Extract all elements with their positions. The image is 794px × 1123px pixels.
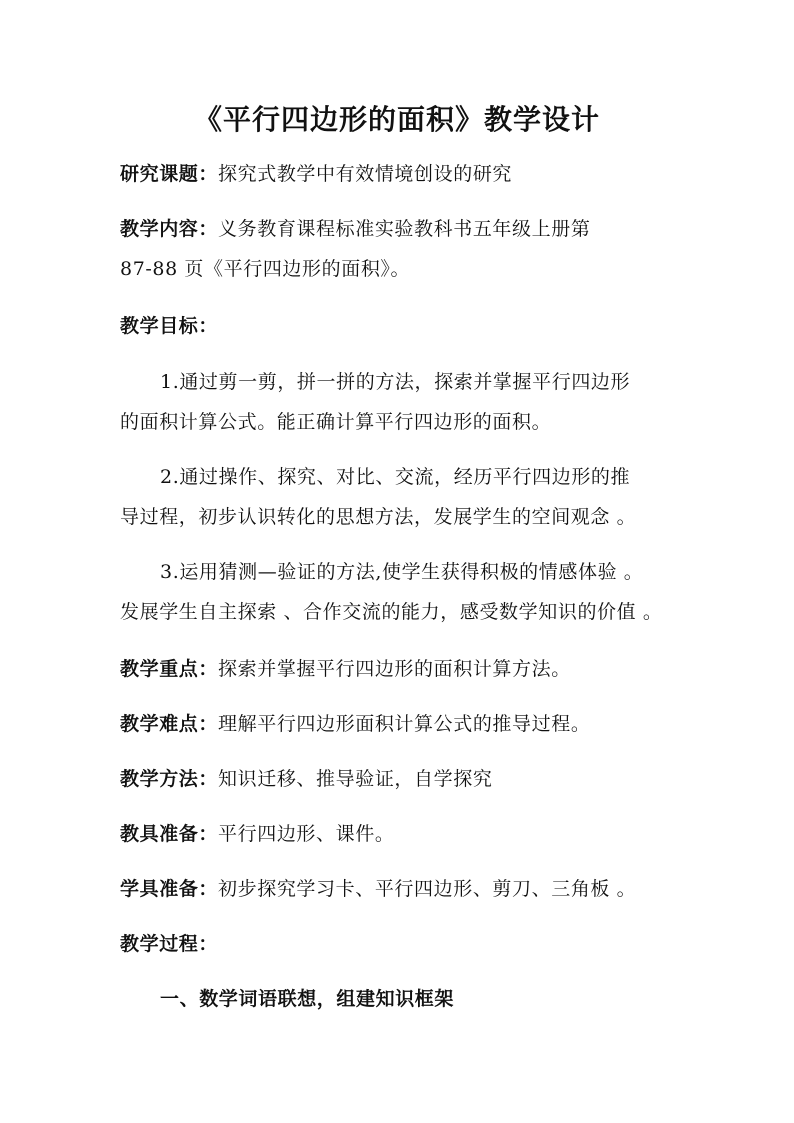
difficulty-value: 理解平行四边形面积计算公式的推导过程。	[218, 713, 591, 735]
content-line-1	[120, 215, 680, 243]
research-topic-value: 探究式教学中有效情境创设的研究	[218, 163, 513, 185]
teacher-tools-label: 教具准备：	[120, 823, 219, 845]
method-value: 知识迁移、推导验证，自学探究	[218, 768, 493, 790]
goal-1-line-2: 的面积计算公式。能正确计算平行四边形的面积。	[120, 411, 552, 433]
process-label: 教学过程：	[120, 933, 219, 955]
goals-label: 教学目标：	[120, 315, 219, 337]
difficulty-label: 教学难点：	[120, 713, 219, 735]
student-tools-label: 学具准备：	[120, 878, 219, 900]
teacher-tools-value: 平行四边形、课件。	[218, 823, 395, 845]
research-topic-label: 研究课题：	[120, 163, 219, 185]
goal-2-line-2: 导过程，初步认识转化的思想方法，发展学生的空间观念 。	[120, 506, 637, 528]
key-point-line	[120, 655, 680, 683]
difficulty-line	[120, 710, 680, 738]
goal-2-line-1: 2.通过操作、探究、对比、交流，经历平行四边形的推	[160, 466, 631, 488]
content-line-2: 87-88 页《平行四边形的面积》。	[120, 258, 411, 280]
method-label: 教学方法：	[120, 768, 219, 790]
document-title: 《平行四边形的面积》教学设计	[193, 103, 600, 136]
goal-3-line-2: 发展学生自主探索 、合作交流的能力，感受数学知识的价值 。	[120, 601, 663, 623]
key-point-label: 教学重点：	[120, 658, 219, 680]
content-value-1: 义务教育课程标准实验教科书五年级上册第	[218, 218, 591, 240]
goal-1-line-1: 1.通过剪一剪，拼一拼的方法，探索并掌握平行四边形	[160, 371, 631, 393]
teacher-tools-line	[120, 820, 680, 848]
process-section-1-heading: 一、数学词语联想，组建知识框架	[160, 988, 455, 1010]
content-label: 教学内容：	[120, 218, 219, 240]
research-topic-line	[120, 160, 680, 188]
key-point-value: 探索并掌握平行四边形的面积计算方法。	[218, 658, 571, 680]
goal-3-line-1: 3.运用猜测—验证的方法,使学生获得积极的情感体验 。	[160, 561, 644, 583]
student-tools-value: 初步探究学习卡、平行四边形、剪刀、三角板 。	[218, 878, 637, 900]
student-tools-line	[120, 875, 680, 903]
method-line	[120, 765, 680, 793]
